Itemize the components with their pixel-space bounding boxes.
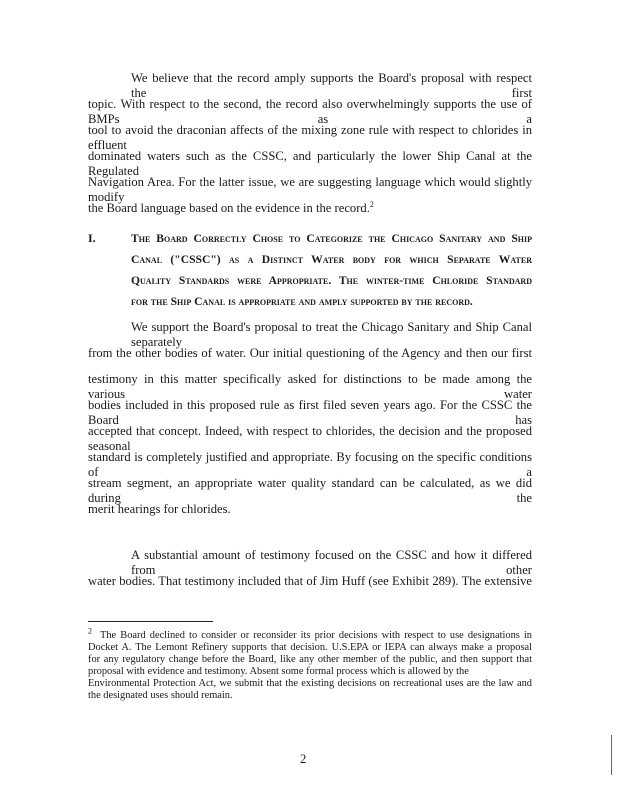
footnote-ref: 2 — [369, 199, 374, 209]
footnote-line — [88, 626, 532, 642]
para2-line: stream segment, an appropriate water quality standard can be calculated, as we did during the — [88, 476, 532, 505]
heading-line: Canal ("CSSC") as a Distinct Water body for which Separate Water — [131, 253, 532, 266]
footnote-line: Docket A. The Lemont Refinery supports that decision. U.S.EPA or IEPA can always make a proposal — [88, 642, 532, 653]
scan-edge-mark — [611, 735, 612, 775]
para3-line: water bodies. That testimony included that of Jim Huff (see Exhibit 289). The extensive — [88, 574, 532, 588]
para2-line: We support the Board's proposal to treat the Chicago Sanitary and Ship Canal separately — [131, 320, 532, 349]
heading-line: The Board Correctly Chose to Categorize the Chicago Sanitary and Ship — [131, 232, 532, 245]
page-number: 2 — [300, 752, 307, 766]
para1-line: Navigation Area. For the latter issue, we are suggesting language which would slightly modify — [88, 175, 532, 204]
para3-line: A substantial amount of testimony focused on the CSSC and how it differed from other — [131, 548, 532, 577]
para1-line: dominated waters such as the CSSC, and particularly the lower Ship Canal at the Regulated — [88, 149, 532, 178]
para1-line: We believe that the record amply supports the Board's proposal with respect the first — [131, 71, 532, 100]
para2-line: accepted that concept. Indeed, with respect to chlorides, the decision and the proposed seasonal — [88, 424, 532, 453]
footnote-text: The Board declined to consider or reconsider its prior decisions with respect to use designations in — [100, 630, 532, 641]
para2-line: bodies included in this proposed rule as first filed seven years ago. For the CSSC the Board has — [88, 398, 532, 427]
para2-line: testimony in this matter specifically asked for distinctions to be made among the various water — [88, 372, 532, 401]
para2-line: merit hearings for chlorides. — [88, 502, 231, 516]
para2-line: standard is completely justified and appropriate. By focusing on the specific conditions of a — [88, 450, 532, 479]
para1-line-last — [88, 201, 532, 216]
footnote-line: Environmental Protection Act, we submit that the existing decisions on recreational uses are the law and — [88, 678, 532, 689]
heading-number: I. — [88, 231, 96, 245]
para1-text: the Board language based on the evidence in the record. — [88, 201, 370, 215]
para1-line: topic. With respect to the second, the record also overwhelmingly supports the use of BMPs as a — [88, 97, 532, 126]
para1-line: tool to avoid the draconian affects of the mixing zone rule with respect to chlorides in effluent — [88, 123, 532, 152]
footnote-line: for any regulatory change before the Board, like any other member of the public, and then support that — [88, 654, 532, 665]
footnote-line: proposal with evidence and testimony. Absent some formal process which is allowed by the — [88, 666, 469, 677]
heading-line: for the Ship Canal is appropriate and amply supported by the record. — [131, 295, 473, 308]
heading-line: Quality Standards were Appropriate. The winter-time Chloride Standard — [131, 274, 532, 287]
footnote-marker: 2 — [88, 626, 92, 636]
para2-line: from the other bodies of water. Our initial questioning of the Agency and then our first — [88, 346, 532, 360]
footnote-divider — [88, 621, 213, 622]
footnote-line: the designated uses should remain. — [88, 690, 233, 701]
